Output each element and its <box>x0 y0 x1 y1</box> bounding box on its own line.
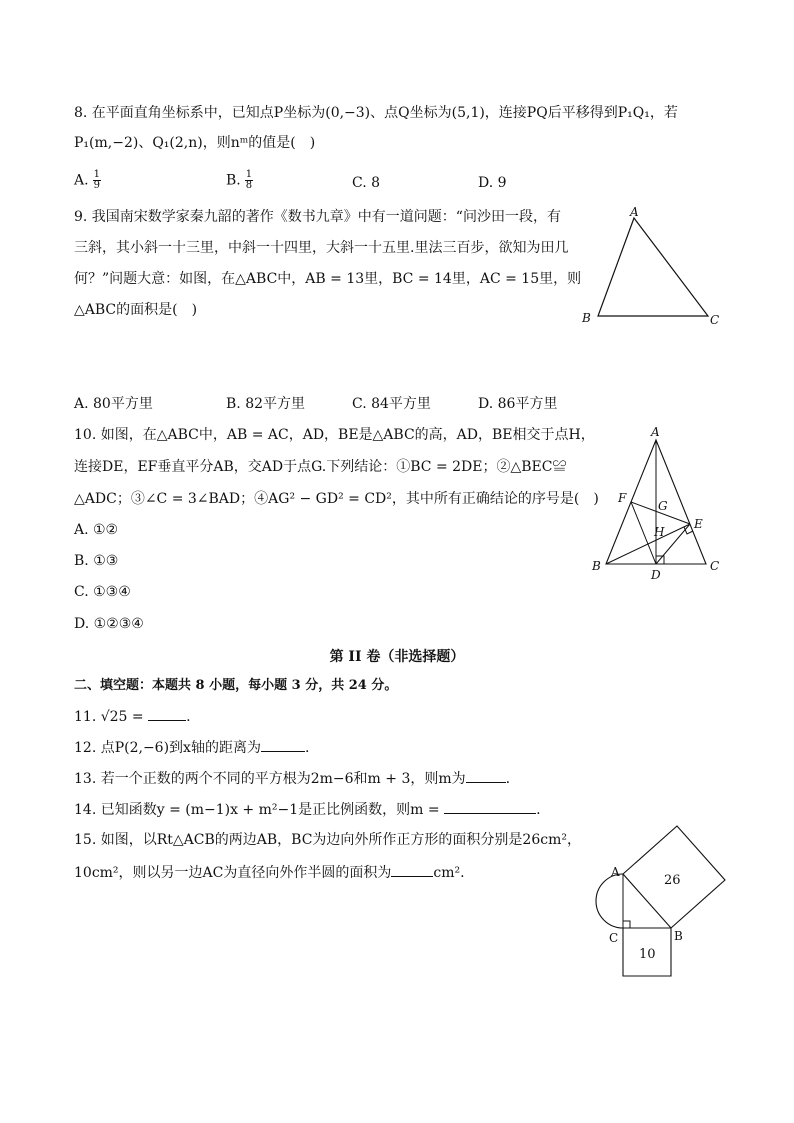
q10-option-c[interactable]: C. ①③④ <box>74 584 131 600</box>
q10-stem-line-3: △ADC；③∠C = 3∠BAD；④AG² − GD² = CD²，其中所有正确结论的序号是( ) <box>74 491 599 507</box>
fraction-denominator: 9 <box>93 180 100 191</box>
triangle-abc <box>598 218 708 316</box>
vertex-label-f: F <box>618 491 627 505</box>
q15-square-figure <box>590 836 730 986</box>
q14-answer-blank[interactable] <box>444 799 536 814</box>
vertex-label-a: A <box>611 865 620 879</box>
q9-triangle-figure <box>578 202 728 332</box>
q11 <box>74 706 191 726</box>
q8-option-d[interactable]: D. 9 <box>478 175 507 191</box>
q9-option-b[interactable]: B. 82平方里 <box>226 396 306 412</box>
q14-period: . <box>536 802 541 818</box>
q11-period: . <box>186 709 191 725</box>
fraction-numerator: 1 <box>93 169 100 180</box>
q8-option-b-label: B. <box>226 172 241 189</box>
q15-stem-part-2: cm². <box>433 865 465 881</box>
square-area-label-26: 26 <box>664 873 681 888</box>
q9-option-d[interactable]: D. 86平方里 <box>478 396 558 412</box>
q9-stem-line-3: 何？”问题大意：如图，在△ABC中，AB = 13里，BC = 14里，AC = 15里，则 <box>74 271 582 287</box>
q8-option-b-fraction <box>245 170 253 191</box>
q14-stem: 14. 已知函数y = (m−1)x + m²−1是正比例函数，则m = <box>74 802 440 818</box>
fraction-denominator: 8 <box>245 180 253 191</box>
q13-answer-blank[interactable] <box>466 768 506 783</box>
q8-stem-line-1: 8. 在平面直角坐标系中，已知点P坐标为(0,−3)、点Q坐标为(5,1)，连接PQ后平移得到P₁Q₁，若 <box>74 105 678 121</box>
q8-stem-line-2: P₁(m,−2)、Q₁(2,n)，则nᵐ的值是( ) <box>74 135 316 151</box>
q13-stem: 13. 若一个正数的两个不同的平方根为2m−6和m + 3，则m为 <box>74 771 466 787</box>
q11-answer-blank[interactable] <box>148 706 186 721</box>
q10-stem-line-2: 连接DE，EF垂直平分AB，交AD于点G.下列结论：①BC = 2DE；②△BEC≌ <box>74 459 567 475</box>
section-title: 第 II 卷（非选择题） <box>329 649 465 665</box>
vertex-label-b: B <box>674 929 683 943</box>
q10-option-a[interactable]: A. ①② <box>74 522 119 538</box>
q9-stem-line-2: 三斜，其小斜一十三里，中斜一十四里，大斜一十五里.里法三百步，欲知为田几 <box>74 240 569 256</box>
fraction-numerator: 1 <box>245 169 253 180</box>
q15-answer-blank[interactable] <box>391 862 433 877</box>
vertex-label-d: D <box>651 568 661 582</box>
q8-option-b[interactable] <box>226 170 253 191</box>
q10-option-d[interactable]: D. ①②③④ <box>74 616 144 632</box>
q9-option-a[interactable]: A. 80平方里 <box>74 396 153 412</box>
q13-period: . <box>505 771 511 787</box>
vertex-label-b: B <box>582 311 591 325</box>
q8-option-a-label: A. <box>74 172 89 189</box>
vertex-label-c: C <box>710 559 720 573</box>
vertex-label-g: G <box>658 499 668 513</box>
q13 <box>74 768 510 788</box>
vertex-label-h: H <box>654 525 665 539</box>
square-area-label-10: 10 <box>639 947 656 962</box>
q14 <box>74 799 541 819</box>
q15-stem-line-2 <box>74 862 465 882</box>
q12 <box>74 737 309 757</box>
q9-stem-line-1: 9. 我国南宋数学家秦九韶的著作《数书九章》中有一道问题：“问沙田一段，有 <box>74 209 561 225</box>
q9-option-c[interactable]: C. 84平方里 <box>352 396 431 412</box>
vertex-label-a: A <box>651 425 660 439</box>
q12-stem: 12. 点P(2,−6)到x轴的距离为 <box>74 740 261 756</box>
vertex-label-c: C <box>710 313 720 327</box>
q11-stem: 11. √25 = <box>74 709 144 725</box>
q15-stem-part-1: 10cm²，则以另一边AC为直径向外作半圆的面积为 <box>74 865 392 881</box>
q10-option-b[interactable]: B. ①③ <box>74 553 119 569</box>
q8-option-a-fraction <box>93 170 101 191</box>
vertex-label-e: E <box>694 517 703 531</box>
vertex-label-a: A <box>630 205 639 219</box>
right-angle-c <box>623 921 630 928</box>
segment-fd <box>631 502 656 564</box>
q8-option-a[interactable] <box>74 170 101 191</box>
semicircle-on-ac <box>596 874 623 928</box>
q10-stem-line-1: 10. 如图，在△ABC中，AB = AC，AD，BE是△ABC的高，AD，BE相交于点H， <box>74 427 595 443</box>
section-header: 二、填空题：本题共 8 小题，每小题 3 分，共 24 分。 <box>74 678 398 693</box>
q8-option-c[interactable]: C. 8 <box>352 175 381 191</box>
q12-answer-blank[interactable] <box>261 737 305 752</box>
q10-triangle-figure <box>588 422 728 582</box>
q12-period: . <box>304 740 310 756</box>
vertex-label-c: C <box>609 931 619 945</box>
vertex-label-b: B <box>592 559 601 573</box>
q15-stem-line-1: 15. 如图，以Rt△ACB的两边AB，BC为边向外所作正方形的面积分别是26cm²， <box>74 832 581 848</box>
q9-stem-line-4: △ABC的面积是( ) <box>74 302 198 318</box>
